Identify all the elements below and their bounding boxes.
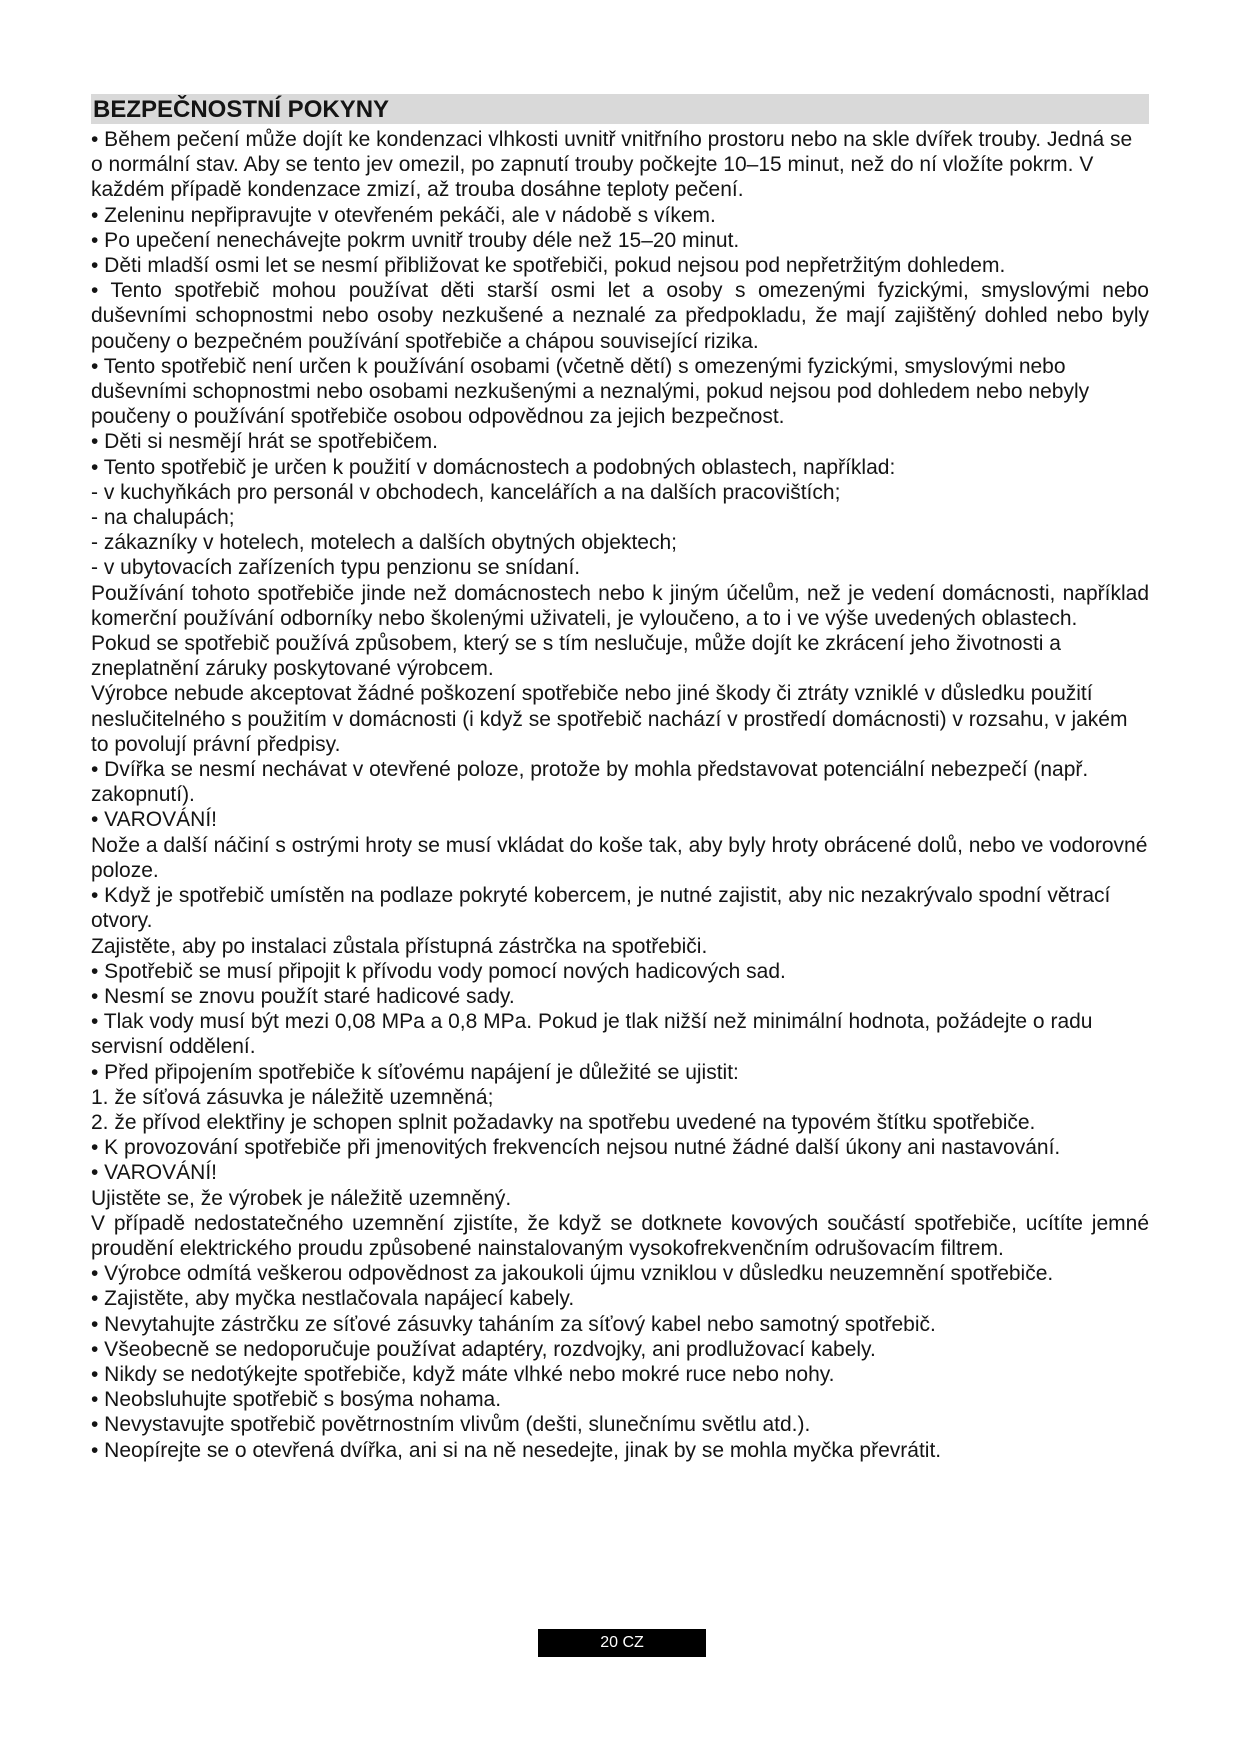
paragraph-wet-hands: • Nikdy se nedotýkejte spotřebiče, když máte vlhké nebo mokré ruce nebo nohy.: [91, 1362, 835, 1386]
warning-label: • VAROVÁNÍ!: [91, 1161, 217, 1185]
paragraph-insufficient-earthing: V případě nedostatečného uzemnění zjistíte, že když se dotknete kovových součástí spotřebiče, ucítíte jemné proudění elektrického proudu způsobené nainstalovaným vysokofrekvenčním odrušovacím filtrem.: [91, 1211, 1149, 1260]
paragraph-rated-frequencies: • K provozování spotřebiče při jmenovitých frekvencích nejsou nutné žádné další úkony ani nastavování.: [91, 1136, 1061, 1160]
paragraph-weather: • Nevystavujte spotřebič povětrnostním vlivům (dešti, slunečnímu světlu atd.).: [91, 1413, 811, 1437]
paragraph-children-under-eight: • Děti mladší osmi let se nesmí přibližovat ke spotřebiči, pokud nejsou pod nepřetržitým dohledem.: [91, 254, 1006, 278]
paragraph-plug-accessible: Zajistěte, aby po instalaci zůstala přístupná zástrčka na spotřebiči.: [91, 934, 708, 958]
page-number: 20 CZ: [538, 1629, 706, 1657]
paragraph-door-lean: • Neopírejte se o otevřená dvířka, ani si na ně nesedejte, jinak by se mohla myčka převrátit.: [91, 1438, 942, 1462]
list-item-hotels: - zákazníky v hotelech, motelech a dalších obytných objektech;: [91, 531, 677, 555]
paragraph-barefoot: • Neobsluhujte spotřebič s bosýma nohama.: [91, 1388, 502, 1412]
list-item-staff-kitchens: - v kuchyňkách pro personál v obchodech, kancelářích a na dalších pracovištích;: [91, 480, 841, 504]
section-heading: BEZPEČNOSTNÍ POKYNY: [91, 94, 1149, 124]
paragraph-open-door: • Dvířka se nesmí nechávat v otevřené poloze, protože by mohla představovat potenciální nebezpečí (např. zakopnutí).: [91, 758, 1089, 807]
paragraph-children-over-eight: • Tento spotřebič mohou používat děti starší osmi let a osoby s omezenými fyzickými, smyslovými nebo duševními schopnostmi nebo osoby nezkušené a neznalé za předpokladu, že mají zajištěný dohled nebo byly poučeny o bezpečném používání spotřebiče a chápou související rizika.: [91, 279, 1149, 353]
paragraph-adapters: • Všeobecně se nedoporučuje používat adaptéry, rozdvojky, ani prodlužovací kabely.: [91, 1337, 876, 1361]
paragraph-water-pressure: • Tlak vody musí být mezi 0,08 MPa a 0,8 MPa. Pokud je tlak nižší než minimální hodnota, požádejte o radu servisní oddělení.: [91, 1010, 1093, 1059]
paragraph-manufacturer-liability: Výrobce nebude akceptovat žádné poškození spotřebiče nebo jiné škody či ztráty vzniklé v důsledku použití neslučitelného s použitím v domácnosti (i když se spotřebič nachází v prostředí domácnosti) v rozsahu, v jakém to povolují právní předpisy.: [91, 682, 1128, 756]
paragraph-old-hoses: • Nesmí se znovu použít staré hadicové sady.: [91, 984, 515, 1008]
paragraph-carpet: • Když je spotřebič umístěn na podlaze pokryté kobercem, je nutné zajistit, aby nic nezakrývalo spodní větrací otvory.: [91, 884, 1111, 933]
document-page: [91, 94, 1151, 1463]
paragraph-commercial-use: Používání tohoto spotřebiče jinde než domácnostech nebo k jiným účelům, než je vedení domácnosti, například komerční používání odborníky nebo školenými uživateli, je vyloučeno, a to i ve výše uvedených oblastech.: [91, 581, 1149, 630]
paragraph-before-connecting: • Před připojením spotřebiče k síťovému napájení je důležité se ujistit:: [91, 1060, 739, 1084]
paragraph-intended-use: • Tento spotřebič je určen k použití v domácnostech a podobných oblastech, například:: [91, 455, 896, 479]
paragraph-not-intended-for: • Tento spotřebič není určen k používání osobami (včetně dětí) s omezenými fyzickými, smyslovými nebo duševními schopnostmi nebo osobami nezkušenými a neznalými, pokud nejsou pod dohledem nebo nebyly poučeny o používání spotřebiče osobou odpovědnou za jejich bezpečnost.: [91, 354, 1090, 429]
paragraph-condensation: • Během pečení může dojít ke kondenzaci vlhkosti uvnitř vnitřního prostoru nebo na skle dvířek trouby. Jedná se o normální stav. Aby se tento jev omezil, po zapnutí trouby počkejte 10–15 minut, než do ní vložíte pokrm. V každém případě kondenzace zmizí, až trouba dosáhne teploty pečení.: [91, 128, 1133, 202]
warning-label: • VAROVÁNÍ!: [91, 808, 217, 832]
paragraph-no-liability: • Výrobce odmítá veškerou odpovědnost za jakoukoli újmu vzniklou v důsledku neuzemnění spotřebiče.: [91, 1262, 1054, 1286]
paragraph-unplugging: • Nevytahujte zástrčku ze síťové zásuvky taháním za síťový kabel nebo samotný spotřebič.: [91, 1312, 936, 1336]
list-item-power-supply: 2. že přívod elektřiny je schopen splnit požadavky na spotřebu uvedené na typovém štítku spotřebiče.: [91, 1110, 1036, 1134]
paragraph-earthing: Ujistěte se, že výrobek je náležitě uzemněný.: [91, 1186, 512, 1210]
list-item-bed-and-breakfast: - v ubytovacích zařízeních typu penzionu se snídaní.: [91, 556, 581, 580]
paragraph-children-play: • Děti si nesmějí hrát se spotřebičem.: [91, 430, 438, 454]
paragraph-knives: Nože a další náčiní s ostrými hroty se musí vkládat do koše tak, aby byly hroty obrácené dolů, nebo ve vodorovné poloze.: [91, 833, 1148, 882]
paragraph-new-hoses: • Spotřebič se musí připojit k přívodu vody pomocí nových hadicových sad.: [91, 959, 786, 983]
list-item-socket-earthed: 1. že síťová zásuvka je náležitě uzemněná;: [91, 1085, 494, 1109]
paragraph-vegetables: • Zeleninu nepřipravujte v otevřeném pekáči, ale v nádobě s víkem.: [91, 203, 716, 227]
paragraph-warranty: Pokud se spotřebič používá způsobem, který se s tím neslučuje, může dojít ke zkrácení jeho životnosti a zneplatnění záruky poskytované výrobcem.: [91, 632, 1061, 681]
paragraph-leftover-food: • Po upečení nenechávejte pokrm uvnitř trouby déle než 15–20 minut.: [91, 228, 740, 252]
paragraph-cables: • Zajistěte, aby myčka nestlačovala napájecí kabely.: [91, 1287, 575, 1311]
list-item-cottages: - na chalupách;: [91, 506, 235, 530]
